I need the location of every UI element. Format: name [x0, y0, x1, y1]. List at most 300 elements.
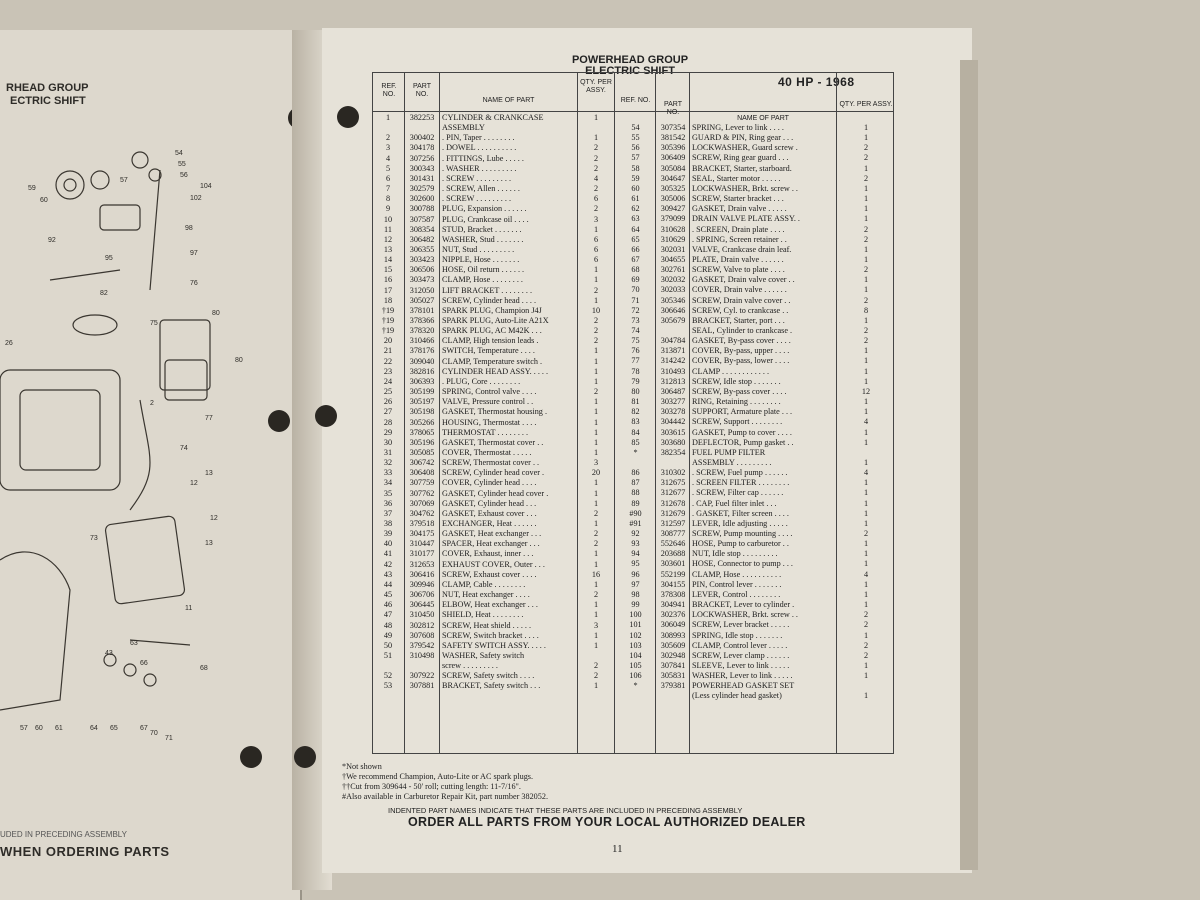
part-number-cell: 308777 — [660, 529, 686, 538]
quantity-cell: 2 — [593, 316, 599, 325]
svg-text:98: 98 — [185, 225, 193, 232]
part-name-cell: . SCREW . . . . . . . . . — [442, 194, 511, 204]
ref-cell: 1 — [385, 113, 391, 122]
quantity-cell: 1 — [593, 224, 599, 234]
quantity-cell: 1 — [863, 508, 869, 518]
part-name-cell: PLATE, Drain valve . . . . . . — [692, 254, 784, 264]
part-number-cell: 305084 — [660, 163, 686, 173]
svg-text:95: 95 — [105, 255, 113, 262]
quantity-cell: 2 — [593, 661, 599, 671]
ref-cell: 60 — [631, 183, 640, 193]
ref-cell: 79 — [631, 376, 640, 386]
ref-cell: 105 — [629, 660, 642, 670]
quantity-cell: 1 — [863, 549, 869, 559]
part-number-cell: 302031 — [660, 244, 686, 254]
part-number-cell: 302376 — [660, 610, 686, 620]
table-row — [373, 397, 893, 407]
part-name-cell: . SCREW, Filter cap . . . . . . — [692, 488, 784, 498]
part-name-cell: GASKET, Heat exchanger . . . — [442, 529, 542, 539]
table-row — [373, 509, 893, 519]
part-number-cell: 381542 — [660, 133, 686, 143]
part-name-cell: SAFETY SWITCH ASSY. . . . . — [442, 640, 546, 650]
quantity-cell: 1 — [593, 681, 599, 691]
part-name-cell: SCREW, Valve to plate . . . . — [692, 265, 785, 275]
part-name-cell: WASHER, Lever to link . . . . . — [692, 671, 793, 681]
part-name-cell: LIFT BRACKET . . . . . . . . — [442, 285, 532, 295]
part-name-cell: . GASKET, Filter screen . . . . — [692, 508, 789, 518]
part-number-cell: 379542 — [409, 640, 435, 650]
part-name-cell: CLAMP, Hose . . . . . . . . . . — [692, 569, 782, 579]
part-number-cell: 304762 — [409, 508, 435, 518]
part-name-cell: HOSE, Oil return . . . . . . — [442, 265, 525, 275]
part-name-cell: CLAMP . . . . . . . . . . . . — [692, 366, 770, 376]
part-name-cell: CLAMP, Hose . . . . . . . . — [442, 275, 523, 285]
part-name-cell: BRACKET, Starter, starboard. — [692, 163, 792, 173]
table-row — [373, 590, 893, 600]
quantity-cell: 1 — [593, 519, 599, 528]
quantity-cell: 1 — [593, 376, 599, 386]
quantity-cell: 2 — [593, 590, 599, 600]
ref-cell: 93 — [631, 539, 640, 549]
ref-cell: 67 — [631, 254, 640, 264]
part-number-cell: 303680 — [660, 437, 686, 447]
ref-cell: 38 — [383, 519, 393, 528]
part-number-cell: 306393 — [409, 376, 435, 386]
part-name-cell: BRACKET, Starter, port . . . — [692, 315, 785, 325]
quantity-cell: 2 — [863, 529, 869, 538]
left-footer-order: WHEN ORDERING PARTS — [0, 844, 170, 859]
ref-cell: 30 — [383, 437, 393, 447]
part-name-cell: SCREW, By-pass cover . . . . — [692, 386, 787, 396]
part-number-cell: 302033 — [660, 285, 686, 295]
part-name-cell: GASKET, Thermostat housing . — [442, 407, 547, 417]
quantity-cell: 1 — [863, 660, 869, 670]
ref-cell: 27 — [383, 407, 393, 417]
quantity-cell: 10 — [591, 305, 601, 315]
ref-cell: 50 — [383, 640, 393, 650]
quantity-cell: 16 — [591, 569, 601, 579]
svg-text:54: 54 — [175, 150, 183, 157]
quantity-cell: 2 — [593, 508, 599, 518]
part-name-cell: POWERHEAD GASKET SET — [692, 681, 795, 691]
part-number-cell: 312050 — [409, 285, 435, 295]
ref-cell: 98 — [631, 589, 640, 599]
part-number-cell: 382816 — [409, 366, 435, 376]
quantity-cell: 2 — [593, 539, 599, 549]
quantity-cell: 1 — [863, 407, 869, 417]
table-row — [373, 356, 893, 366]
ref-cell: 57 — [631, 153, 640, 163]
header-name-right: NAME OF PART — [737, 115, 789, 122]
model-year: 40 HP - 1968 — [778, 75, 855, 89]
quantity-cell: 8 — [863, 305, 869, 315]
table-row — [373, 245, 893, 255]
svg-text:76: 76 — [190, 280, 198, 287]
part-number-cell: 302032 — [660, 275, 686, 285]
svg-text:71: 71 — [165, 735, 173, 742]
page-title-line1: POWERHEAD GROUP — [571, 54, 689, 66]
part-name-cell: SPRING, Lever to link . . . . — [692, 123, 784, 132]
quantity-cell: 1 — [863, 346, 869, 356]
part-name-cell: BRACKET, Lever to cylinder . — [692, 600, 795, 610]
part-number-cell: 378065 — [409, 427, 435, 437]
ref-cell: 22 — [383, 356, 393, 366]
part-name-cell: HOSE, Pump to carburetor . . — [692, 539, 789, 549]
part-number-cell: 309427 — [660, 204, 686, 214]
ref-cell: 71 — [631, 295, 640, 305]
table-row — [373, 265, 893, 275]
part-name-cell: SCREW, Cylinder head . . . . — [442, 295, 537, 305]
quantity-cell: 2 — [593, 326, 599, 336]
ref-cell: †19 — [381, 305, 395, 315]
quantity-cell: 2 — [863, 234, 869, 244]
ref-cell: 62 — [631, 204, 640, 214]
ref-cell: 20 — [383, 336, 393, 346]
quantity-cell: 1 — [863, 204, 869, 214]
part-name-cell: SCREW, Switch bracket . . . . — [442, 630, 539, 640]
part-number-cell: 307762 — [409, 488, 435, 498]
svg-text:60: 60 — [35, 725, 43, 732]
part-number-cell: 303601 — [660, 559, 686, 569]
ref-cell: 86 — [631, 468, 640, 478]
table-row — [373, 214, 893, 224]
part-name-cell: GUARD & PIN, Ring gear . . . — [692, 133, 794, 143]
table-row — [373, 417, 893, 427]
part-name-cell: COVER, Exhaust, inner . . . — [442, 549, 534, 559]
left-footer-note: UDED IN PRECEDING ASSEMBLY — [0, 830, 127, 839]
header-ref-left: REF. NO. — [381, 83, 397, 98]
part-name-cell: . CAP, Fuel filter inlet . . . — [692, 498, 777, 508]
part-number-cell: 310447 — [409, 539, 435, 549]
part-number-cell: 552646 — [660, 539, 686, 549]
part-name-cell: RING, Retaining . . . . . . . . — [692, 397, 781, 407]
quantity-cell: 2 — [593, 153, 599, 163]
ref-cell: 8 — [385, 194, 391, 204]
ref-cell: 74 — [631, 326, 640, 335]
ref-cell: 48 — [383, 620, 393, 630]
part-number-cell: 300402 — [409, 133, 435, 143]
part-name-cell: . SCREW . . . . . . . . . — [442, 173, 511, 183]
ref-cell: 35 — [383, 488, 393, 498]
part-number-cell: 304784 — [660, 336, 686, 346]
ref-cell: 101 — [629, 620, 642, 630]
ref-cell: * — [633, 447, 638, 457]
left-header-line1: RHEAD GROUP — [6, 82, 89, 94]
part-number-cell: 307759 — [409, 478, 435, 488]
svg-text:11: 11 — [185, 605, 193, 612]
part-name-cell: SCREW, Safety switch . . . . — [442, 671, 535, 681]
table-row — [373, 691, 893, 701]
part-name-cell: GASKET, By-pass cover . . . . — [692, 336, 791, 346]
ref-cell: 53 — [383, 681, 393, 691]
quantity-cell: 1 — [863, 671, 869, 681]
ref-cell: 78 — [631, 366, 640, 376]
ref-cell: 49 — [383, 630, 393, 640]
ref-cell: 70 — [631, 285, 640, 295]
quantity-cell: 6 — [593, 255, 599, 265]
part-number-cell: 302579 — [409, 184, 435, 194]
header-qty-right: QTY. PER ASSY. — [839, 101, 893, 108]
part-number-cell: 302812 — [409, 620, 435, 630]
ref-cell: 80 — [631, 386, 640, 396]
table-row — [373, 164, 893, 174]
ref-cell: 26 — [383, 397, 393, 407]
quantity-cell: 12 — [861, 386, 871, 396]
table-row — [373, 133, 893, 143]
ref-cell: 87 — [631, 478, 640, 488]
part-number-cell: 310177 — [409, 549, 435, 559]
part-name-cell: . FITTINGS, Lube . . . . . — [442, 153, 524, 163]
svg-text:43: 43 — [105, 650, 113, 657]
part-name-cell: COVER, Thermostat . . . . . — [442, 447, 532, 457]
ref-cell: 7 — [385, 184, 391, 194]
part-number-cell: 307922 — [409, 671, 435, 681]
ref-cell: 52 — [383, 671, 393, 681]
table-row — [373, 367, 893, 377]
ref-cell: 64 — [631, 224, 640, 234]
table-row — [373, 235, 893, 245]
ref-cell: 23 — [383, 366, 393, 376]
ref-cell: 81 — [631, 397, 640, 407]
table-row — [373, 600, 893, 610]
part-number-cell: 382354 — [660, 447, 686, 457]
quantity-cell: 2 — [593, 163, 599, 173]
part-name-cell: SCREW, Idle stop . . . . . . . — [692, 376, 781, 386]
part-name-cell: CLAMP, Cable . . . . . . . . — [442, 579, 526, 589]
quantity-cell: 3 — [593, 214, 599, 224]
quantity-cell: 1 — [863, 315, 869, 325]
part-number-cell: 379518 — [409, 519, 435, 528]
ref-cell: 40 — [383, 539, 393, 549]
ref-cell: 21 — [383, 346, 393, 356]
part-number-cell: 305325 — [660, 183, 686, 193]
part-name-cell: CYLINDER HEAD ASSY. . . . . — [442, 366, 549, 376]
ref-cell: 37 — [383, 508, 393, 518]
quantity-cell: 2 — [863, 143, 869, 153]
part-name-cell: LOCKWASHER, Guard screw . — [692, 143, 798, 153]
quantity-cell: 2 — [593, 184, 599, 194]
ref-cell: #90 — [629, 508, 642, 518]
quantity-cell: 6 — [593, 244, 599, 254]
part-number-cell: 306487 — [660, 386, 686, 396]
header-name-left: NAME OF PART — [482, 97, 535, 104]
footnote: *Not shown — [342, 762, 382, 771]
quantity-cell: 1 — [863, 194, 869, 204]
part-number-cell: 312675 — [660, 478, 686, 488]
quantity-cell: 1 — [593, 133, 599, 143]
part-number-cell: 310302 — [660, 468, 686, 478]
part-name-cell: SUPPORT, Armature plate . . . — [692, 407, 793, 417]
part-name-cell: . SPRING, Screen retainer . . — [692, 234, 787, 244]
part-name-cell: LEVER, Control . . . . . . . . — [692, 589, 781, 599]
part-name-cell: SCREW, Lever bracket . . . . . — [692, 620, 790, 630]
quantity-cell: 1 — [863, 133, 869, 143]
part-name-cell: LOCKWASHER, Brkt. screw . . — [692, 610, 798, 620]
part-name-cell: SCREW, Ring gear guard . . . — [692, 153, 789, 163]
ref-cell: 17 — [383, 285, 393, 295]
ref-cell: 16 — [383, 275, 393, 285]
ref-cell: #91 — [629, 518, 642, 528]
part-number-cell: 301431 — [409, 173, 435, 183]
order-note: ORDER ALL PARTS FROM YOUR LOCAL AUTHORIZED DEALER — [408, 815, 806, 829]
ref-cell: 4 — [385, 153, 391, 163]
part-name-cell: HOSE, Connector to pump . . . — [692, 559, 793, 569]
part-name-cell: SPRING, Idle stop . . . . . . . — [692, 630, 783, 640]
table-row — [373, 641, 893, 651]
page-edge — [960, 60, 978, 870]
ref-cell: 24 — [383, 376, 393, 386]
quantity-cell: 1 — [593, 407, 599, 417]
quantity-cell: 1 — [863, 498, 869, 508]
part-name-cell: COVER, By-pass, upper . . . . — [692, 346, 790, 356]
table-row — [373, 194, 893, 204]
part-number-cell: 303277 — [660, 397, 686, 407]
part-name-cell: COVER, By-pass, lower . . . . — [692, 356, 790, 366]
quantity-cell: 2 — [593, 387, 599, 397]
quantity-cell: 1 — [863, 183, 869, 193]
part-number-cell: 305831 — [660, 671, 686, 681]
part-name-cell: GASKET, Cylinder head . . . — [442, 498, 537, 508]
table-row — [373, 316, 893, 326]
quantity-cell: 2 — [593, 336, 599, 346]
quantity-cell: 2 — [863, 610, 869, 620]
part-number-cell: 305609 — [660, 640, 686, 650]
part-number-cell: 304155 — [660, 579, 686, 589]
table-row — [373, 610, 893, 620]
header-qty-left: QTY. PER ASSY. — [580, 79, 612, 94]
left-page-header — [0, 82, 89, 108]
ref-cell: †19 — [381, 316, 395, 325]
part-number-cell: 305085 — [409, 447, 435, 457]
ref-cell: 34 — [383, 478, 393, 488]
part-name-cell: GASKET, Exhaust cover . . . — [442, 508, 537, 518]
quantity-cell: 1 — [593, 275, 599, 285]
part-name-cell: . SCREW, Fuel pump . . . . . . — [692, 468, 788, 478]
table-row — [373, 153, 893, 163]
part-number-cell: 306646 — [660, 305, 686, 315]
ref-cell: 73 — [631, 315, 640, 325]
part-name-cell: . PLUG, Core . . . . . . . . — [442, 376, 521, 386]
part-name-cell: SEAL, Cylinder to crankcase . — [692, 326, 793, 335]
part-name-cell: GASKET, Drain valve cover . . — [692, 275, 795, 285]
part-number-cell: 310498 — [409, 650, 435, 660]
quantity-cell: 2 — [863, 326, 869, 335]
part-name-cell: GASKET, Thermostat cover . . — [442, 437, 544, 447]
quantity-cell: 1 — [863, 589, 869, 599]
part-name-cell: CLAMP, High tension leads . — [442, 336, 539, 346]
part-name-cell: PIN, Control lever . . . . . . . — [692, 579, 782, 589]
part-number-cell: 379381 — [660, 681, 686, 691]
svg-text:12: 12 — [210, 515, 218, 522]
part-name-cell: BRACKET, Safety switch . . . — [442, 681, 541, 691]
part-number-cell: 304941 — [660, 600, 686, 610]
quantity-cell: 1 — [863, 691, 869, 701]
part-number-cell: 305679 — [660, 315, 686, 325]
binder-hole — [337, 106, 359, 128]
ref-cell: 44 — [383, 579, 393, 589]
part-number-cell: 312677 — [660, 488, 686, 498]
quantity-cell: 1 — [863, 244, 869, 254]
part-name-cell: CYLINDER & CRANKCASE — [442, 113, 544, 122]
svg-text:2: 2 — [150, 400, 154, 407]
ref-cell: 100 — [629, 610, 642, 620]
part-number-cell: 306355 — [409, 244, 435, 254]
part-number-cell: 304178 — [409, 143, 435, 153]
part-number-cell: 312678 — [660, 498, 686, 508]
svg-text:55: 55 — [178, 161, 186, 168]
ref-cell: 103 — [629, 640, 642, 650]
table-row — [373, 661, 893, 671]
quantity-cell: 1 — [863, 397, 869, 407]
part-name-cell: SCREW, Pump mounting . . . . — [692, 529, 793, 538]
ref-cell: 54 — [631, 123, 640, 132]
part-number-cell: 552199 — [660, 569, 686, 579]
svg-text:65: 65 — [110, 725, 118, 732]
part-number-cell: 306416 — [409, 569, 435, 579]
part-number-cell: 307069 — [409, 498, 435, 508]
table-row — [373, 620, 893, 630]
ref-cell: 47 — [383, 610, 393, 620]
part-name-cell: screw . . . . . . . . . — [442, 661, 498, 671]
part-number-cell: 303423 — [409, 255, 435, 265]
quantity-cell: 1 — [593, 427, 599, 437]
table-row — [373, 681, 893, 691]
svg-text:59: 59 — [28, 185, 36, 192]
part-name-cell: NUT, Heat exchanger . . . . — [442, 590, 530, 600]
binder-hole — [294, 746, 316, 768]
table-row — [373, 671, 893, 681]
part-name-cell: SCREW, Lever clamp . . . . . . — [692, 650, 790, 660]
quantity-cell: 1 — [593, 488, 599, 498]
quantity-cell: 1 — [863, 376, 869, 386]
svg-text:64: 64 — [90, 725, 98, 732]
table-row — [373, 549, 893, 559]
ref-cell: 83 — [631, 417, 640, 427]
ref-cell: 66 — [631, 244, 640, 254]
quantity-cell: 6 — [593, 194, 599, 204]
part-name-cell: . DOWEL . . . . . . . . . . — [442, 143, 517, 153]
ref-cell: 104 — [629, 650, 642, 660]
ref-cell: 18 — [383, 295, 393, 305]
quantity-cell: 1 — [863, 356, 869, 366]
part-number-cell: 304647 — [660, 173, 686, 183]
part-number-cell: 306408 — [409, 468, 435, 478]
ref-cell: 92 — [631, 529, 640, 538]
part-number-cell: 302948 — [660, 650, 686, 660]
table-row — [373, 204, 893, 214]
part-name-cell: . WASHER . . . . . . . . . — [442, 163, 517, 173]
quantity-cell: 3 — [593, 458, 599, 468]
svg-text:68: 68 — [200, 665, 208, 672]
ref-cell: 95 — [631, 559, 640, 569]
ref-cell: 99 — [631, 600, 640, 610]
footnote: †We recommend Champion, Auto-Lite or AC spark plugs. — [342, 772, 534, 781]
quantity-cell: 2 — [863, 650, 869, 660]
table-row — [373, 255, 893, 265]
part-number-cell: 304175 — [409, 529, 435, 539]
table-row — [373, 529, 893, 539]
table-row — [373, 539, 893, 549]
ref-cell: 72 — [631, 305, 640, 315]
ref-cell: 46 — [383, 600, 393, 610]
ref-cell: 29 — [383, 427, 393, 437]
part-name-cell: SPARK PLUG, Champion J4J — [442, 305, 542, 315]
svg-text:75: 75 — [150, 320, 158, 327]
ref-cell: * — [633, 681, 638, 691]
ref-cell: 106 — [629, 671, 642, 681]
quantity-cell: 1 — [863, 275, 869, 285]
part-number-cell: 307608 — [409, 630, 435, 640]
